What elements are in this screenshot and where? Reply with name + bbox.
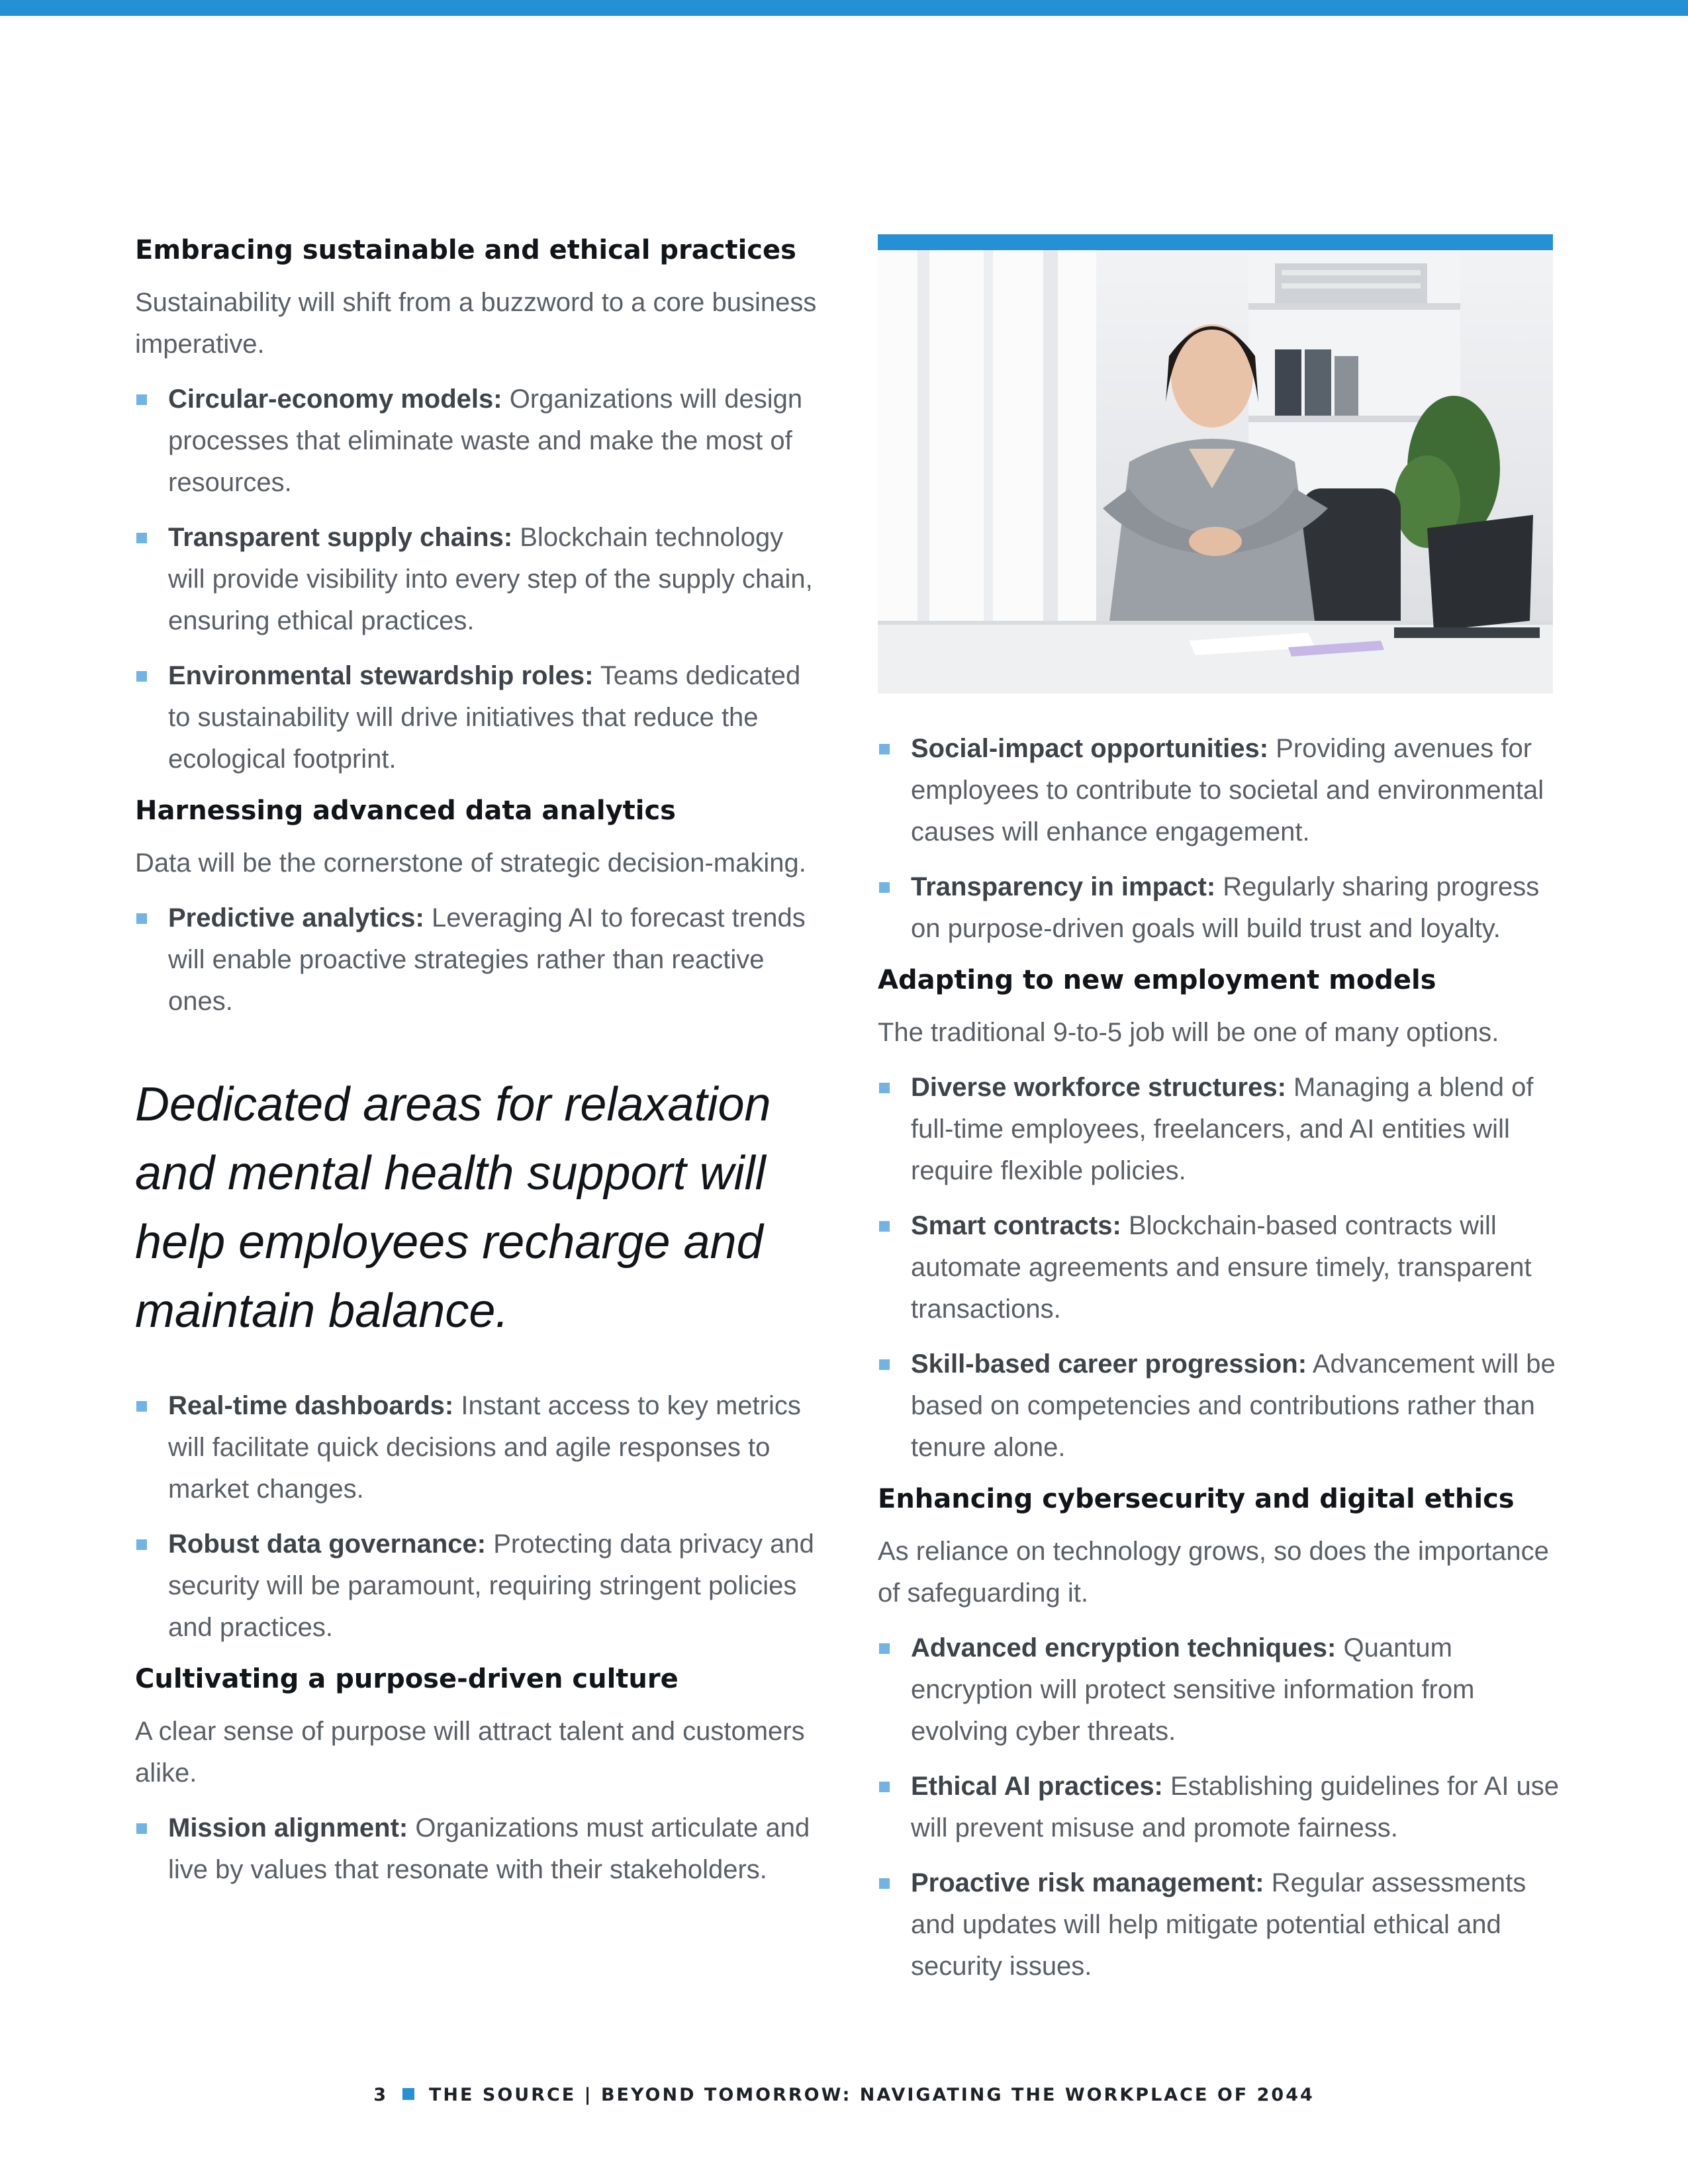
section-title-employment-models: Adapting to new employment models — [878, 965, 1436, 995]
list-item: Diverse workforce structures: Managing a blend of full-time employees, freelancers, and AI entities will require flexible policies. — [878, 1067, 1566, 1192]
office-photo — [878, 234, 1553, 694]
bullet-square-icon — [136, 1539, 147, 1550]
section-intro-purpose-culture: A clear sense of purpose will attract talent and customers alike. — [135, 1717, 805, 1788]
left-column — [135, 233, 823, 1904]
bullet-list-purpose-culture — [135, 1807, 823, 1891]
publication-name: THE SOURCE — [429, 2085, 577, 2105]
list-item: Social-impact opportunities: Providing avenues for employees to contribute to societal and environmental causes will enhance engagement. — [878, 728, 1566, 853]
section-intro-data-analytics: Data will be the cornerstone of strategic decision-making. — [135, 848, 806, 878]
bullet-square-icon — [879, 1782, 890, 1792]
bullet-list-employment-models — [878, 1067, 1566, 1469]
footer-square-icon — [402, 2088, 414, 2100]
bullet-list-purpose-culture-continued — [878, 728, 1566, 950]
bullet-list-sustainability — [135, 379, 823, 780]
bullet-square-icon — [136, 671, 147, 682]
list-item: Circular-economy models: Organizations will design processes that eliminate waste and make the most of resources. — [135, 379, 823, 504]
list-item: Skill-based career progression: Advancement will be based on competencies and contributions rather than tenure alone. — [878, 1343, 1566, 1469]
bullet-list-data-analytics-continued — [135, 1385, 823, 1649]
bullet-square-icon — [136, 1823, 147, 1834]
list-item: Environmental stewardship roles: Teams dedicated to sustainability will drive initiatives that reduce the ecological footprint. — [135, 655, 823, 780]
bullet-square-icon — [136, 394, 147, 405]
bullet-list-data-analytics — [135, 897, 823, 1023]
bullet-list-cybersecurity — [878, 1627, 1566, 1987]
document-title: BEYOND TOMORROW: NAVIGATING THE WORKPLACE OF 2044 — [600, 2085, 1315, 2105]
list-item: Predictive analytics: Leveraging AI to forecast trends will enable proactive strategies rather than reactive ones. — [135, 897, 823, 1023]
section-title-sustainability: Embracing sustainable and ethical practices — [135, 235, 796, 265]
bullet-square-icon — [879, 1878, 890, 1889]
page-footer — [0, 2085, 1688, 2105]
footer-separator: | — [584, 2085, 593, 2105]
list-item: Real-time dashboards: Instant access to key metrics will facilitate quick decisions and agile responses to market changes. — [135, 1385, 823, 1510]
pull-quote: Dedicated areas for relaxation and mental health support will help employees recharge and maintain balance. — [135, 1078, 771, 1338]
list-item: Transparent supply chains: Blockchain technology will provide visibility into every step of the supply chain, ensuring ethical practices. — [135, 517, 823, 642]
section-title-purpose-culture: Cultivating a purpose-driven culture — [135, 1664, 679, 1694]
photo-accent-bar — [878, 234, 1553, 250]
list-item: Proactive risk management: Regular assessments and updates will help mitigate potential ethical and security issues. — [878, 1862, 1566, 1987]
bullet-square-icon — [879, 1359, 890, 1370]
bullet-square-icon — [879, 1083, 890, 1093]
list-item: Ethical AI practices: Establishing guidelines for AI use will prevent misuse and promote fairness. — [878, 1766, 1566, 1849]
section-intro-sustainability: Sustainability will shift from a buzzword to a core business imperative. — [135, 288, 817, 359]
list-item: Advanced encryption techniques: Quantum encryption will protect sensitive information from evolving cyber threats. — [878, 1627, 1566, 1752]
section-title-data-analytics: Harnessing advanced data analytics — [135, 796, 676, 826]
bullet-square-icon — [879, 744, 890, 754]
bullet-square-icon — [136, 913, 147, 924]
bullet-square-icon — [879, 882, 890, 893]
list-item: Transparency in impact: Regularly sharing progress on purpose-driven goals will build trust and loyalty. — [878, 866, 1566, 950]
right-column — [878, 728, 1566, 2001]
page-number: 3 — [373, 2085, 389, 2105]
section-intro-cybersecurity: As reliance on technology grows, so does the importance of safeguarding it. — [878, 1537, 1549, 1608]
bullet-square-icon — [136, 533, 147, 543]
list-item: Smart contracts: Blockchain-based contracts will automate agreements and ensure timely, transparent transactions. — [878, 1205, 1566, 1330]
section-intro-employment-models: The traditional 9-to-5 job will be one of many options. — [878, 1018, 1499, 1047]
bullet-square-icon — [136, 1401, 147, 1412]
woman-stretching-at-desk-image — [878, 250, 1553, 694]
list-item: Mission alignment: Organizations must articulate and live by values that resonate with their stakeholders. — [135, 1807, 823, 1891]
bullet-square-icon — [879, 1221, 890, 1232]
bullet-square-icon — [879, 1643, 890, 1654]
section-title-cybersecurity: Enhancing cybersecurity and digital ethics — [878, 1484, 1515, 1514]
list-item: Robust data governance: Protecting data privacy and security will be paramount, requiring stringent policies and practices. — [135, 1524, 823, 1649]
top-accent-bar — [0, 0, 1688, 16]
